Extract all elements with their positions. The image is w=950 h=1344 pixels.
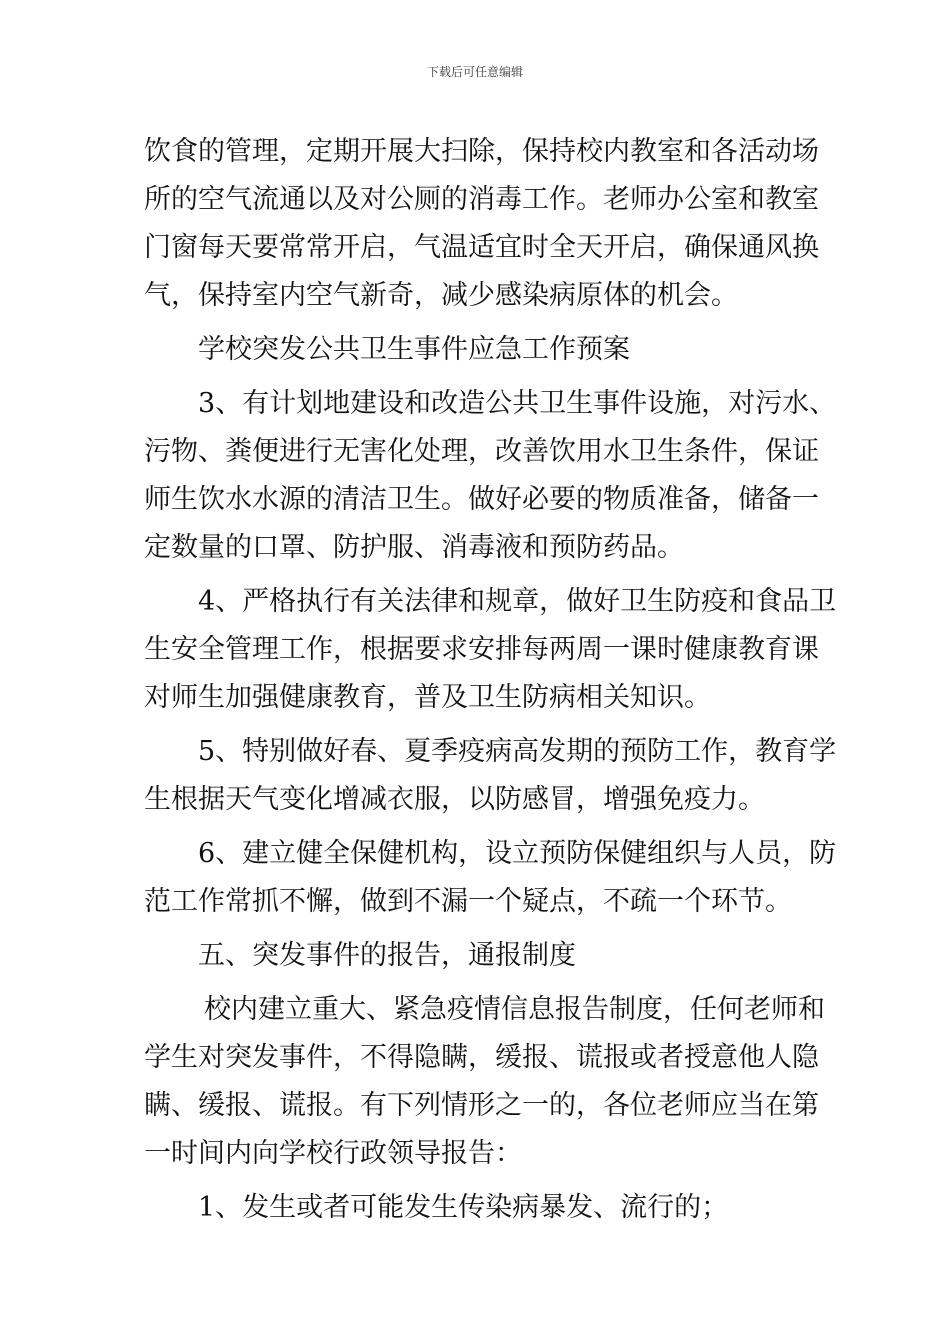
section-heading: 学校突发公共卫生事件应急工作预案 xyxy=(198,334,630,365)
paragraph-line: 饮食的管理，定期开展大扫除，保持校内教室和各活动场 xyxy=(144,136,819,167)
paragraph-line: 5、特别做好春、夏季疫病高发期的预防工作，教育学 xyxy=(198,736,837,767)
section-heading: 五、突发事件的报告，通报制度 xyxy=(198,940,576,971)
document-body xyxy=(144,128,837,1232)
paragraph-line: 对师生加强健康教育，普及卫生防病相关知识。 xyxy=(144,682,711,713)
paragraph-line: 4、严格执行有关法律和规章，做好卫生防疫和食品卫 xyxy=(198,586,837,617)
paragraph-line: 学生对突发事件，不得隐瞒，缓报、谎报或者授意他人隐 xyxy=(144,1042,819,1073)
paragraph-line: 所的空气流通以及对公厕的消毒工作。老师办公室和教室 xyxy=(144,184,819,215)
paragraph-line: 瞒、缓报、谎报。有下列情形之一的，各位老师应当在第 xyxy=(144,1090,819,1121)
paragraph-line: 气，保持室内空气新奇，减少感染病原体的机会。 xyxy=(144,280,738,311)
paragraph-line: 生安全管理工作，根据要求安排每两周一课时健康教育课 xyxy=(144,634,819,665)
paragraph-line: 门窗每天要常常开启，气温适宜时全天开启，确保通风换 xyxy=(144,232,819,263)
paragraph-line: 6、建立健全保健机构，设立预防保健组织与人员，防 xyxy=(198,838,837,869)
paragraph-line: 污物、粪便进行无害化处理，改善饮用水卫生条件，保证 xyxy=(144,436,819,467)
paragraph-line: 生根据天气变化增减衣服，以防感冒，增强免疫力。 xyxy=(144,784,765,815)
paragraph-line: 范工作常抓不懈，做到不漏一个疑点，不疏一个环节。 xyxy=(144,886,792,917)
paragraph-line: 3、有计划地建设和改造公共卫生事件设施，对污水、 xyxy=(198,388,837,419)
paragraph-line: 师生饮水水源的清洁卫生。做好必要的物质准备，储备一 xyxy=(144,484,819,515)
paragraph-line: 校内建立重大、紧急疫情信息报告制度，任何老师和 xyxy=(204,994,825,1025)
paragraph-line: 一时间内向学校行政领导报告： xyxy=(144,1138,522,1169)
page-header: 下载后可任意编辑 xyxy=(426,65,523,79)
paragraph-line: 定数量的口罩、防护服、消毒液和预防药品。 xyxy=(144,532,684,563)
paragraph-line: 1、发生或者可能发生传染病暴发、流行的； xyxy=(198,1192,729,1223)
